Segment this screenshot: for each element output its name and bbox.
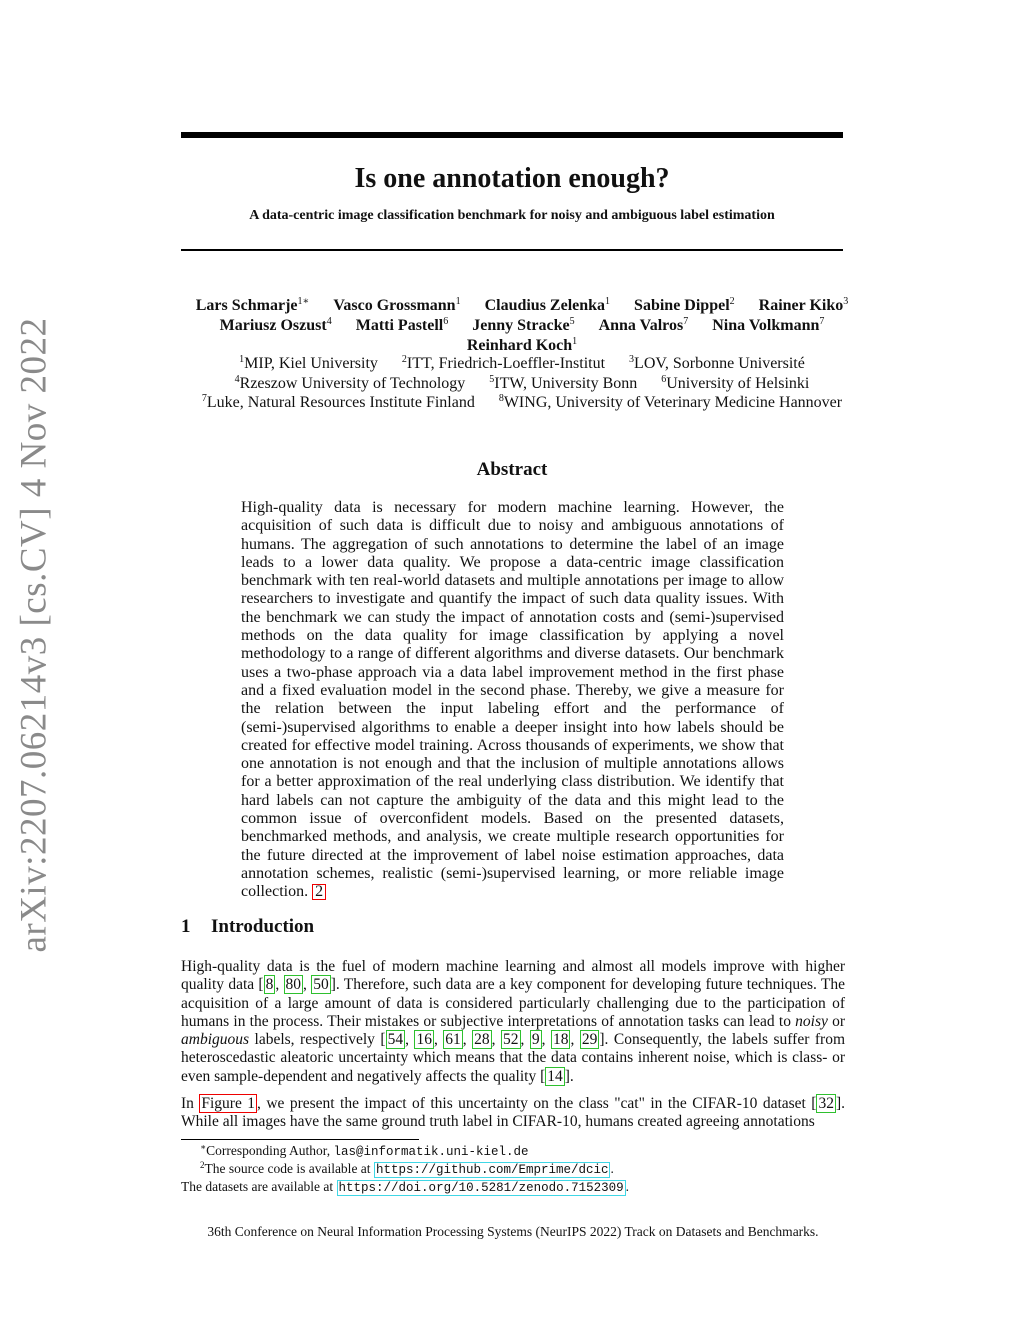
affiliation: $^8$WING, University of Veterinary Medicine Hannover	[498, 393, 843, 411]
citation-link[interactable]: 8	[265, 976, 274, 994]
intro-paragraph: In Figure 1 , we present the impact of this uncertainty on the class "cat" in the CIFAR-10 dataset [ 32 ]. While all images have the same ground truth label in CIFAR-10, humans created agreeing annotations	[181, 1095, 845, 1131]
citation-link[interactable]: 61	[445, 1031, 461, 1049]
citation-link[interactable]: 32	[818, 1095, 834, 1112]
affiliation: $^5$ITW, University Bonn	[489, 373, 638, 392]
affiliation: $^6$University of Helsinki	[661, 373, 810, 392]
author-list	[170, 296, 874, 356]
affiliation: $^4$Rzeszow University of Technology	[234, 373, 466, 392]
footnote: ∗Corresponding Author, las@informatik.uni-kiel.de	[200, 1142, 529, 1159]
footnote: $^2$The source code is available at https://github.com/Emprime/dcic .	[200, 1160, 614, 1177]
citation-link[interactable]: 28	[474, 1031, 490, 1049]
author: Jenny Stracke$^5$	[472, 316, 575, 334]
affiliation: $^1$MIP, Kiel University	[239, 354, 378, 372]
author: Vasco Grossmann$^1$	[333, 296, 461, 314]
citation-link[interactable]: 9	[531, 1031, 540, 1049]
author: Claudius Zelenka$^1$	[484, 296, 611, 314]
citation-link[interactable]: 80	[285, 976, 302, 994]
affiliation: $^3$LOV, Sorbonne Université	[629, 354, 805, 372]
author: Sabine Dippel$^2$	[634, 296, 735, 314]
dataset-url-link[interactable]: https://doi.org/10.5281/zenodo.7152309	[338, 1181, 624, 1195]
abstract-body: High-quality data is necessary for modern machine learning. However, the acquisition of such data is difficult due to noisy and ambiguous annotations of humans. The aggregation of such annotations to determine the label of an image leads to a lower data quality. We propose a data-centric image classification benchmark with ten real-world datasets and multiple annotations per image to allow researchers to investigate and quantify the impact of such data quality issues. With the benchmark we can study the impact of annotation costs and (semi-)supervised methods on the data quality for image classification by applying a novel methodology to a range of different algorithms and diverse datasets. Our benchmark uses a two-phase approach via a data label improvement method in the first phase and a fixed evaluation model in the second phase. Thereby, we give a measure for the relation between the input labeling effort and the performance of (semi-)supervised algorithms to enable a deeper insight into how labels should be created for effective model training. Across thousands of experiments, we show that one annotation is not enough and that the inclusion of multiple annotations allows for a better approximation of the real underlying class distribution. We identify that hard labels can not capture the ambiguity of the data and this might lead to the common issue of overconfident models. Based on the presented datasets, benchmarked methods, and analysis, we create multiple research opportunities for the future directed at the improvement of label noise estimation approaches, data annotation schemes, realistic (semi-)supervised learning, or more reliable image collection. 2	[241, 499, 784, 901]
email-address: las@informatik.uni-kiel.de	[333, 1145, 529, 1159]
paper-subtitle: A data-centric image classification benchmark for noisy and ambiguous label estimation	[249, 208, 775, 223]
author: Anna Valros$^7$	[598, 316, 689, 334]
affiliation: $^7$Luke, Natural Resources Institute Finland	[201, 393, 475, 411]
paper-title: Is one annotation enough?	[354, 163, 670, 194]
footnote: The datasets are available at https://doi.org/10.5281/zenodo.7152309 .	[181, 1179, 629, 1195]
title-top-rule	[181, 132, 843, 138]
author: Mariusz Oszust$^4$	[219, 316, 332, 334]
citation-link[interactable]: 54	[387, 1031, 404, 1049]
footnote-link[interactable]: 2	[312, 884, 326, 900]
section-heading	[181, 916, 314, 938]
author: Rainer Kiko$^3$	[758, 296, 849, 314]
citation-link[interactable]: 50	[313, 976, 329, 994]
citation-link[interactable]: 29	[581, 1031, 598, 1049]
citation-link[interactable]: 14	[547, 1067, 563, 1085]
citation-link[interactable]: 52	[503, 1031, 519, 1049]
section-number: 1	[181, 916, 191, 937]
affiliation: $^2$ITT, Friedrich-Loeffler-Institut	[401, 354, 606, 372]
citation-link[interactable]: 16	[416, 1031, 432, 1049]
arxiv-identifier: arXiv:2207.06214v3 [cs.CV] 4 Nov 2022	[13, 317, 55, 953]
author: Nina Volkmann$^7$	[712, 316, 825, 334]
citation-link[interactable]: 18	[552, 1031, 569, 1049]
title-bottom-rule	[181, 249, 843, 251]
affiliation-list	[160, 354, 884, 413]
author: Reinhard Koch$^1$	[466, 336, 578, 354]
section-title: Introduction	[211, 916, 315, 937]
arxiv-sidebar	[10, 310, 58, 960]
conference-footer: 36th Conference on Neural Information Processing Systems (NeurIPS 2022) Track on Datasets and Benchmarks.	[207, 1224, 819, 1239]
abstract-heading: Abstract	[476, 459, 548, 480]
footnote-rule	[181, 1139, 419, 1140]
intro-paragraph: High-quality data is the fuel of modern machine learning and almost all models improve with higher quality data [ 8 , 80 , 50 ]. Therefore, such data are a key component for developing future techniques. The acquisition of a large amount of data is considered particularly challenging due to the participation of humans in the process. Their mistakes or subjective interpretations of annotation tasks can lead to noisy or ambiguous labels, respectively [ 54 , 16 , 61 , 28 , 52 , 9 , 18 , 29 ]. Consequently, the labels suffer from heteroscedastic aleatoric uncertainty which means that the data contains inherent noise, which is class- or even sample-dependent and negatively affects the quality [ 14 ].	[181, 958, 846, 1085]
author: Lars Schmarje$^{1∗}$	[195, 296, 310, 314]
code-url-link[interactable]: https://github.com/Emprime/dcic	[375, 1163, 609, 1177]
author: Matti Pastell$^6$	[355, 316, 449, 334]
figure-link[interactable]: Figure 1	[201, 1095, 256, 1112]
